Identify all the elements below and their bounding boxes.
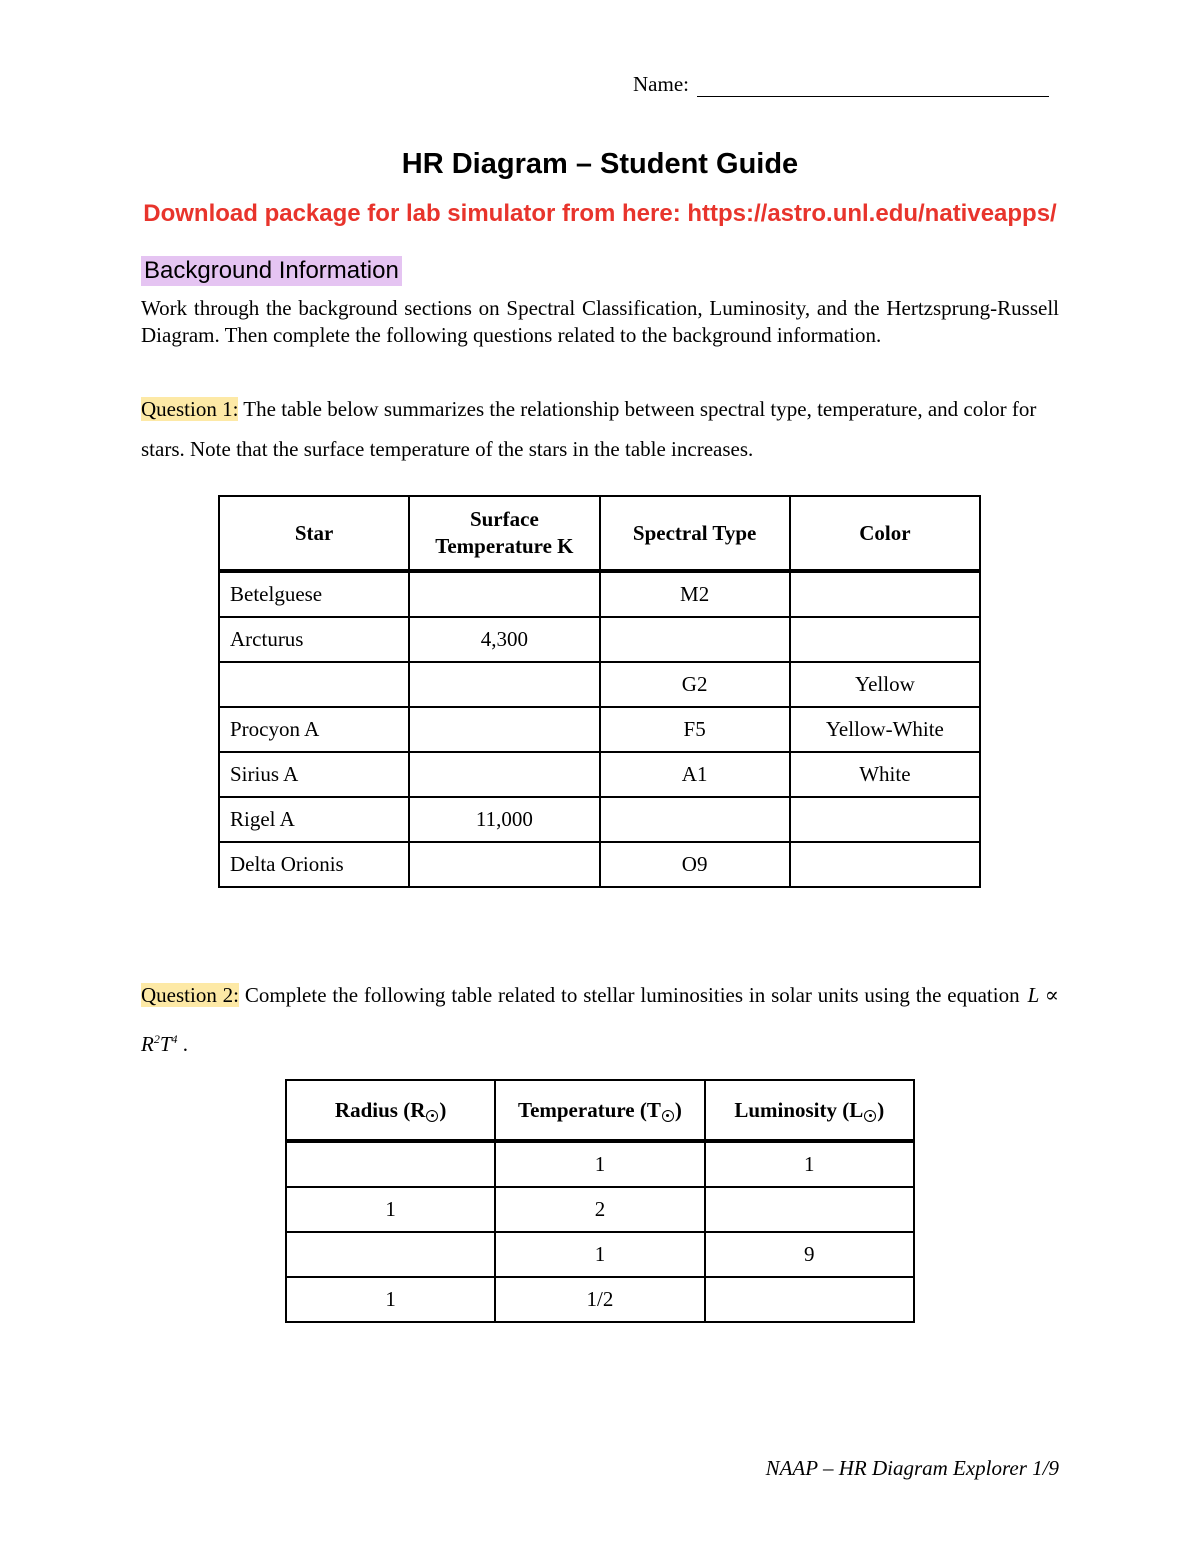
table-cell[interactable]: [286, 1141, 495, 1187]
table-row: [286, 1277, 914, 1322]
table-cell: G2: [600, 662, 790, 707]
table-cell: Rigel A: [219, 797, 409, 842]
name-label: Name:: [633, 72, 689, 96]
table-cell: Yellow: [790, 662, 980, 707]
header-close-paren: ): [439, 1097, 447, 1122]
header-temperature: [495, 1080, 704, 1141]
question-2-text: Complete the following table related to stellar luminosities in solar units using the equation: [239, 983, 1020, 1007]
table-cell[interactable]: [705, 1277, 914, 1322]
table-cell[interactable]: [409, 707, 599, 752]
table-cell: 1: [495, 1232, 704, 1277]
table-row: [286, 1141, 914, 1187]
luminosity-table: [285, 1079, 915, 1323]
table-cell[interactable]: [409, 842, 599, 887]
question-1: [141, 389, 1059, 469]
header-radius-label: Radius (R: [334, 1097, 426, 1122]
table-cell[interactable]: [409, 752, 599, 797]
question-1-label: Question 1:: [141, 397, 239, 421]
table-cell: F5: [600, 707, 790, 752]
table-cell: 1: [286, 1187, 495, 1232]
name-field[interactable]: [633, 72, 1049, 97]
table-row: [219, 707, 980, 752]
sun-symbol-icon: [662, 1110, 674, 1122]
table-row: [219, 752, 980, 797]
question-2: Question 2: Complete the following table related to stellar luminosities in solar units using the equation $L \propto R^2T^4$ .: [141, 983, 1059, 1056]
table-cell: 1/2: [495, 1277, 704, 1322]
table-cell: White: [790, 752, 980, 797]
table-cell[interactable]: [409, 662, 599, 707]
spectral-table: [218, 495, 981, 888]
table-cell: O9: [600, 842, 790, 887]
question-1-text: The table below summarizes the relationship between spectral type, temperature, and color for stars. Note that the surface temperature of the stars in the table increases.: [141, 397, 1037, 461]
header-color: Color: [790, 496, 980, 571]
table-header-row: [286, 1080, 914, 1141]
table-cell[interactable]: [409, 571, 599, 617]
table-cell: Sirius A: [219, 752, 409, 797]
table-cell[interactable]: [286, 1232, 495, 1277]
table-cell[interactable]: [219, 662, 409, 707]
background-paragraph: Work through the background sections on Spectral Classification, Luminosity, and the Hertzsprung-Russell Diagram. Then complete the following questions related to the background information.: [141, 296, 1059, 347]
table-cell[interactable]: [600, 797, 790, 842]
table-cell[interactable]: [705, 1187, 914, 1232]
luminosity-equation: $L \propto R^2T^4$: [141, 983, 1059, 1056]
table-row: [286, 1187, 914, 1232]
table-row: [219, 842, 980, 887]
table-cell: 1: [286, 1277, 495, 1322]
table-cell[interactable]: [790, 797, 980, 842]
section-heading-background: Background Information: [141, 256, 402, 286]
page-footer: NAAP – HR Diagram Explorer 1/9: [765, 1456, 1059, 1480]
table-cell: 4,300: [409, 617, 599, 662]
table-cell: 11,000: [409, 797, 599, 842]
table-row: [219, 617, 980, 662]
header-star: Star: [219, 496, 409, 571]
table-cell: A1: [600, 752, 790, 797]
sun-symbol-icon: [426, 1110, 438, 1122]
table-cell: 1: [705, 1141, 914, 1187]
question-2-label: Question 2:: [141, 983, 240, 1007]
download-note: Download package for lab simulator from here: https://astro.unl.edu/nativeapps/: [143, 200, 1057, 227]
table-row: [219, 571, 980, 617]
table-cell: Delta Orionis: [219, 842, 409, 887]
table-cell: Yellow-White: [790, 707, 980, 752]
table-cell: Procyon A: [219, 707, 409, 752]
table-cell[interactable]: [790, 617, 980, 662]
table-cell: Betelguese: [219, 571, 409, 617]
header-temperature-label: Temperature (T: [517, 1097, 661, 1122]
name-blank-line[interactable]: [697, 76, 1049, 97]
table-row: [219, 797, 980, 842]
header-close-paren: ): [877, 1097, 885, 1122]
header-close-paren: ): [674, 1097, 682, 1122]
table-cell[interactable]: [790, 842, 980, 887]
header-spectral-type: Spectral Type: [600, 496, 790, 571]
header-luminosity-label: Luminosity (L: [734, 1097, 864, 1122]
table-cell: 9: [705, 1232, 914, 1277]
sun-symbol-icon: [864, 1110, 876, 1122]
table-cell[interactable]: [790, 571, 980, 617]
header-surface-temperature: Surface Temperature K: [409, 496, 599, 571]
table-cell: Arcturus: [219, 617, 409, 662]
table-row: [286, 1232, 914, 1277]
table-header-row: [219, 496, 980, 571]
table-cell: 1: [495, 1141, 704, 1187]
header-radius: [286, 1080, 495, 1141]
table-cell[interactable]: [600, 617, 790, 662]
header-luminosity: [705, 1080, 914, 1141]
table-row: [219, 662, 980, 707]
page-title: HR Diagram – Student Guide: [401, 148, 799, 180]
table-cell: M2: [600, 571, 790, 617]
table-cell: 2: [495, 1187, 704, 1232]
